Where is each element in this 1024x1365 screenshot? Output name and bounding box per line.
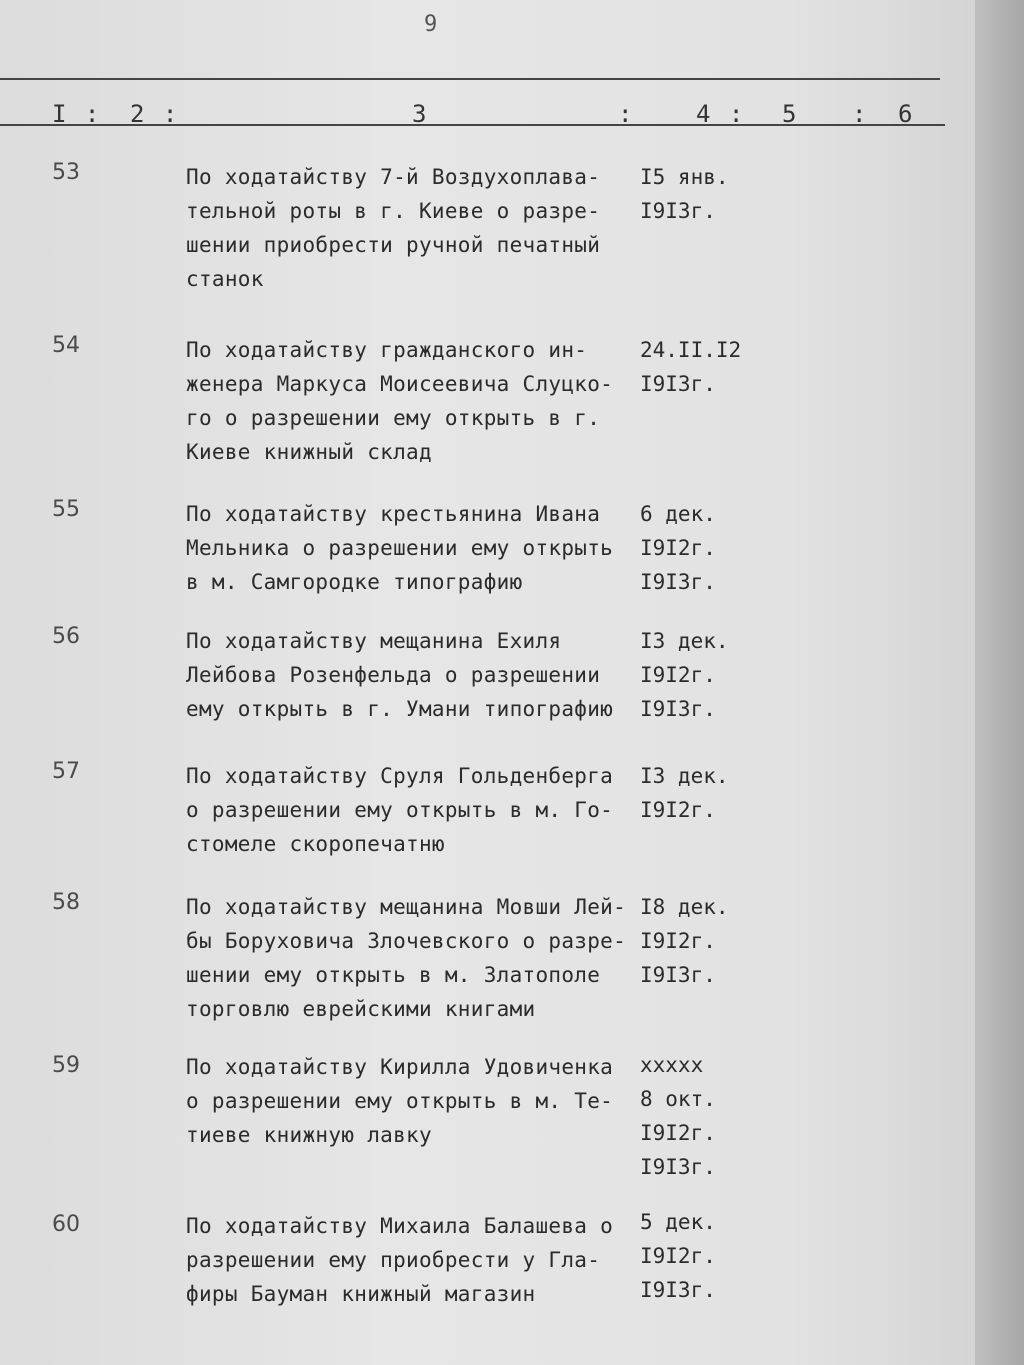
entry-description: По ходатайству 7-й Воздухоплава- тельной роты в г. Киеве о разре- шении приобрести ручной печатный станок	[186, 165, 601, 291]
column-separator: :	[618, 100, 635, 128]
entry-description: По ходатайству крестьянина Ивана Мельника о разрешении ему открыть в м. Самгородке типографию	[186, 502, 614, 594]
entry-number: 57	[52, 759, 80, 784]
entry-number: 58	[52, 890, 80, 915]
entry-date: 6 дек. I9I2г. I9I3г.	[640, 502, 716, 594]
entry-number: 60	[52, 1212, 80, 1237]
entry-date: I3 дек. I9I2г. I9I3г.	[640, 629, 729, 721]
page-edge-shadow	[975, 0, 1024, 1365]
entry-number: 55	[52, 497, 80, 522]
entry-description: По ходатайству Кирилла Удовиченка о разрешении ему открыть в м. Те- тиеве книжную лавку	[186, 1055, 614, 1147]
header-top-rule	[0, 78, 940, 80]
column-header-4: 4 :	[696, 100, 746, 128]
entry-description: По ходатайству гражданского ин- женера Маркуса Моисеевича Слуцко- го о разрешении ему открыть в г. Киеве книжный склад	[186, 338, 614, 464]
column-header-5: 5	[782, 100, 799, 128]
entry-description: По ходатайству Михаила Балашева о разрешении ему приобрести у Гла- фиры Бауман книжный магазин	[186, 1214, 614, 1306]
entry-date: I3 дек. I9I2г.	[640, 764, 729, 822]
entry-date: I8 дек. I9I2г. I9I3г.	[640, 895, 729, 987]
column-header-3: 3	[412, 100, 429, 128]
column-header-2: 2 :	[130, 100, 180, 128]
entry-date: 5 дек. I9I2г. I9I3г.	[640, 1210, 716, 1302]
entry-date: 24.II.I2 I9I3г.	[640, 338, 742, 396]
entry-number: 53	[52, 160, 80, 185]
entry-description: По ходатайству Сруля Гольденберга о разрешении ему открыть в м. Го- стомеле скоропечатню	[186, 764, 614, 856]
column-header-1: I :	[52, 100, 102, 128]
entry-number: 54	[52, 333, 80, 358]
entry-date: xxxxx 8 окт. I9I2г. I9I3г.	[640, 1053, 716, 1179]
entry-description: По ходатайству мещанина Мовши Лей- бы Боруховича Злочевского о разре- шении ему открыть в м. Златополе торговлю еврейскими книгами	[186, 895, 627, 1021]
column-separator: :	[852, 100, 869, 128]
page-number: 9	[424, 12, 438, 37]
column-header-6: 6	[898, 100, 915, 128]
entry-number: 56	[52, 624, 80, 649]
entry-date: I5 янв. I9I3г.	[640, 165, 729, 223]
entry-description: По ходатайству мещанина Ехиля Лейбова Розенфельда о разрешении ему открыть в г. Умани типографию	[186, 629, 614, 721]
entry-number: 59	[52, 1053, 80, 1078]
